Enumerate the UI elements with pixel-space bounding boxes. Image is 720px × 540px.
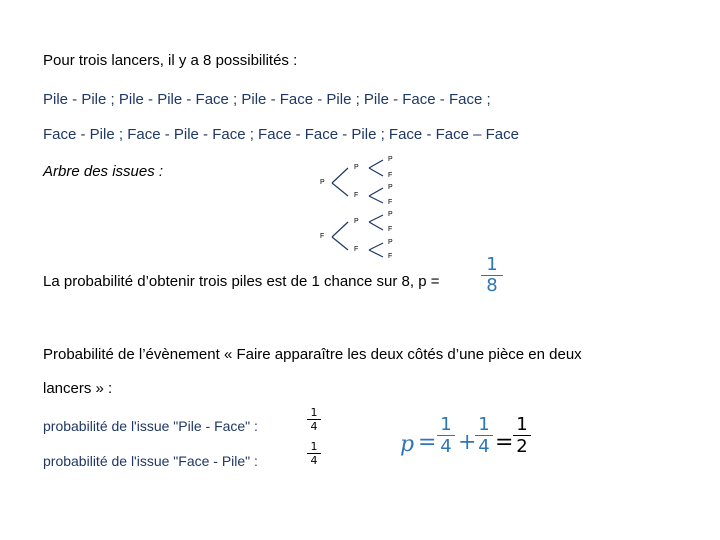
tree-branch bbox=[369, 222, 383, 230]
tree-node-l3: P bbox=[388, 156, 393, 163]
fraction-numerator: 1 bbox=[486, 254, 498, 275]
issue-face-pile-label: probabilité de l'issue "Face - Pile" : bbox=[43, 453, 258, 469]
tree-branch bbox=[369, 250, 383, 257]
event-line-1: Probabilité de l’évènement « Faire apparaître les deux côtés d’une pièce en deux bbox=[43, 346, 582, 363]
formula-equals-2: = bbox=[495, 430, 514, 455]
issue-pile-face-label: probabilité de l'issue "Pile - Face" : bbox=[43, 418, 258, 434]
tree-branch bbox=[369, 168, 383, 176]
tree-node-l2: F bbox=[354, 246, 359, 253]
tree-branch bbox=[369, 243, 383, 250]
issue-pile-face-fraction bbox=[307, 406, 321, 433]
tree-node-l3: F bbox=[388, 199, 393, 206]
outcomes-line-1: Pile - Pile ; Pile - Pile - Face ; Pile - Face - Pile ; Pile - Face - Face ; bbox=[43, 91, 491, 108]
tree-label: Arbre des issues : bbox=[43, 163, 164, 180]
tree-node-l2: P bbox=[354, 164, 359, 171]
tree-branch bbox=[332, 183, 348, 196]
tree-node-l2: F bbox=[354, 192, 359, 199]
tree-branch bbox=[369, 215, 383, 222]
fraction-denominator: 2 bbox=[516, 436, 528, 457]
formula-fraction-2 bbox=[475, 414, 493, 457]
fraction-denominator: 8 bbox=[486, 275, 498, 296]
fraction-numerator: 1 bbox=[516, 414, 528, 435]
tree-branch bbox=[332, 168, 348, 183]
formula-fraction-1 bbox=[437, 414, 455, 457]
tree-node-l3: P bbox=[388, 184, 393, 191]
outcomes-line-2: Face - Pile ; Face - Pile - Face ; Face - Face - Pile ; Face - Face – Face bbox=[43, 126, 519, 143]
formula-p: p bbox=[400, 432, 415, 457]
fraction-numerator: 1 bbox=[440, 414, 452, 435]
fraction-numerator: 1 bbox=[310, 440, 318, 453]
tree-node-l3: F bbox=[388, 253, 393, 260]
tree-branch bbox=[369, 188, 383, 196]
tree-node-l3: F bbox=[388, 226, 393, 233]
tree-node-l1: F bbox=[320, 233, 325, 240]
tree-node-l3: P bbox=[388, 239, 393, 246]
fraction-numerator: 1 bbox=[310, 406, 318, 419]
formula-plus: + bbox=[458, 430, 477, 455]
fraction-numerator: 1 bbox=[478, 414, 490, 435]
tree-branch bbox=[332, 237, 348, 250]
tree-node-l1: P bbox=[320, 179, 325, 186]
tree-node-l3: P bbox=[388, 211, 393, 218]
fraction-denominator: 4 bbox=[310, 420, 318, 433]
probability-sentence: La probabilité d’obtenir trois piles est de 1 chance sur 8, p = bbox=[43, 273, 440, 290]
tree-node-l3: F bbox=[388, 172, 393, 179]
formula-equals: = bbox=[418, 430, 437, 455]
tree-branch bbox=[369, 196, 383, 203]
fraction-denominator: 4 bbox=[478, 436, 490, 457]
probability-fraction bbox=[481, 255, 503, 296]
event-line-2: lancers » : bbox=[43, 380, 113, 397]
tree-branch bbox=[332, 222, 348, 237]
formula-result-fraction bbox=[513, 414, 531, 457]
fraction-denominator: 4 bbox=[310, 454, 318, 467]
intro-text: Pour trois lancers, il y a 8 possibilités : bbox=[43, 52, 298, 69]
fraction-denominator: 4 bbox=[440, 436, 452, 457]
tree-branch bbox=[369, 160, 383, 168]
tree-node-l2: P bbox=[354, 218, 359, 225]
issue-face-pile-fraction bbox=[307, 440, 321, 467]
